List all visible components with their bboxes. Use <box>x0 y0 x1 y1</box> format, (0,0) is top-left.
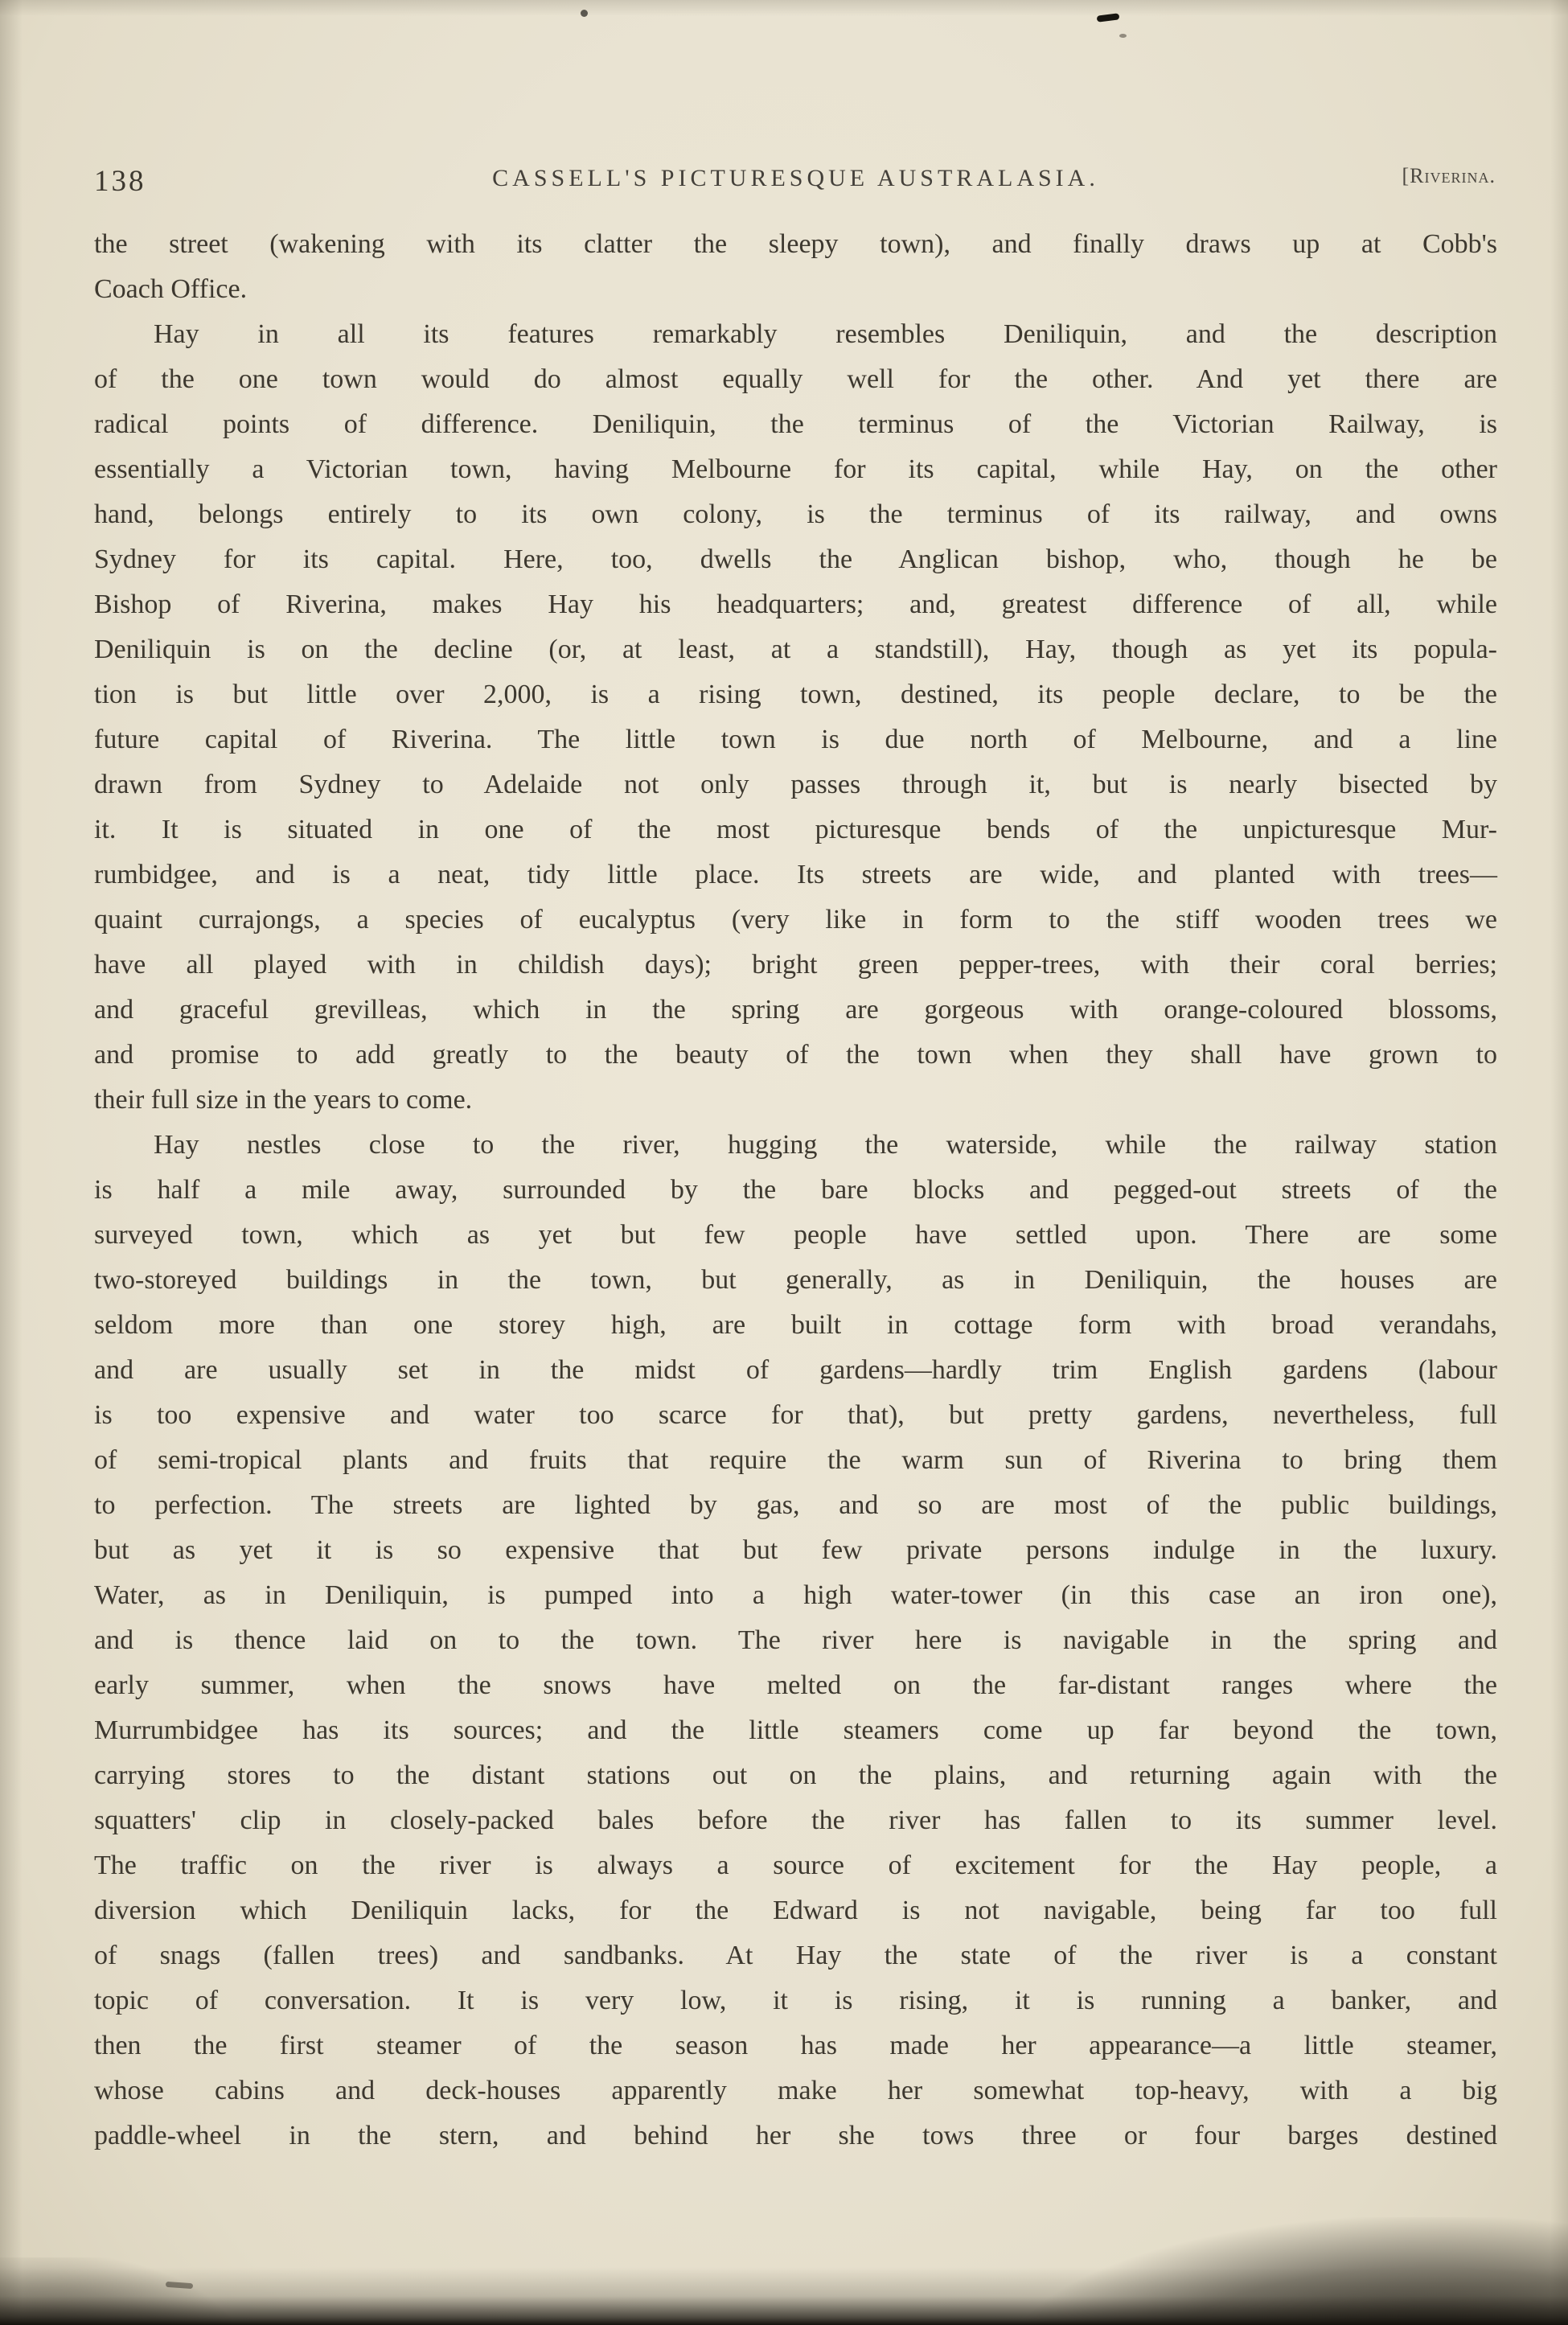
text-line: Hay nestles close to the river, hugging the waterside, while the railway station <box>154 1130 1497 1160</box>
text-line: whose cabins and deck-houses apparently make her somewhat top-heavy, with a big <box>94 2076 1497 2105</box>
text-line: seldom more than one storey high, are built in cottage form with broad verandahs, <box>94 1310 1497 1340</box>
text-line: future capital of Riverina. The little town is due north of Melbourne, and a line <box>94 725 1497 754</box>
scan-speck-artifact <box>1119 34 1127 38</box>
text-block <box>94 222 1497 2159</box>
scan-corner-shadow <box>1013 2217 1568 2325</box>
scan-smudge-artifact <box>166 2282 193 2289</box>
running-title: CASSELL'S PICTURESQUE AUSTRALASIA. <box>492 165 1099 191</box>
text-line: Murrumbidgee has its sources; and the little steamers come up far beyond the town, <box>94 1715 1497 1745</box>
text-line: but as yet it is so expensive that but few private persons indulge in the luxury. <box>94 1535 1497 1565</box>
scan-speck-artifact <box>581 10 588 17</box>
text-line: Deniliquin is on the decline (or, at least, at a standstill), Hay, though as yet its popula- <box>94 635 1497 664</box>
text-line: tion is but little over 2,000, is a rising town, destined, its people declare, to be the <box>94 680 1497 709</box>
text-line: of snags (fallen trees) and sandbanks. At Hay the state of the river is a constant <box>94 1941 1497 1970</box>
scan-edge-shadow <box>1550 0 1568 2325</box>
text-line: and is thence laid on to the town. The river here is navigable in the spring and <box>94 1625 1497 1655</box>
text-line: Bishop of Riverina, makes Hay his headquarters; and, greatest difference of all, while <box>94 589 1497 619</box>
text-line: rumbidgee, and is a neat, tidy little place. Its streets are wide, and planted with trees— <box>94 860 1497 889</box>
scan-bottom-shadow <box>0 2267 1568 2325</box>
text-line: Coach Office. <box>94 274 248 304</box>
text-line: Sydney for its capital. Here, too, dwells the Anglican bishop, who, though he be <box>94 544 1497 574</box>
text-line: The traffic on the river is always a source of excitement for the Hay people, a <box>94 1851 1497 1880</box>
text-line: of the one town would do almost equally well for the other. And yet there are <box>94 364 1497 394</box>
text-line: then the first steamer of the season has made her appearance—a little steamer, <box>94 2031 1497 2060</box>
text-line: two-storeyed buildings in the town, but generally, as in Deniliquin, the houses are <box>94 1265 1497 1295</box>
text-line: quaint currajongs, a species of eucalyptus (very like in form to the stiff wooden trees we <box>94 905 1497 935</box>
scan-edge-shadow <box>0 0 23 2325</box>
text-line: is too expensive and water too scarce for that), but pretty gardens, nevertheless, full <box>94 1400 1497 1430</box>
scan-mark-artifact <box>1097 13 1120 22</box>
text-line: Hay in all its features remarkably resembles Deniliquin, and the description <box>154 319 1497 349</box>
text-line: surveyed town, which as yet but few people have settled upon. There are some <box>94 1220 1497 1250</box>
text-line: and promise to add greatly to the beauty of the town when they shall have grown to <box>94 1040 1497 1070</box>
text-line: and graceful grevilleas, which in the spring are gorgeous with orange-coloured blossoms, <box>94 995 1497 1025</box>
text-line: squatters' clip in closely-packed bales before the river has fallen to its summer level. <box>94 1805 1497 1835</box>
text-line: it. It is situated in one of the most picturesque bends of the unpicturesque Mur- <box>94 815 1497 844</box>
text-line: essentially a Victorian town, having Melbourne for its capital, while Hay, on the other <box>94 454 1497 484</box>
scan-edge-shadow <box>0 0 1568 16</box>
text-line: have all played with in childish days); bright green pepper-trees, with their coral berries; <box>94 950 1497 980</box>
text-line: Water, as in Deniliquin, is pumped into a high water-tower (in this case an iron one), <box>94 1580 1497 1610</box>
text-line: radical points of difference. Deniliquin, the terminus of the Victorian Railway, is <box>94 409 1497 439</box>
text-line: carrying stores to the distant stations out on the plains, and returning again with the <box>94 1760 1497 1790</box>
text-line: the street (wakening with its clatter the sleepy town), and finally draws up at Cobb's <box>94 229 1497 259</box>
page-header <box>94 158 1497 201</box>
text-line: paddle-wheel in the stern, and behind her she tows three or four barges destined <box>94 2121 1497 2150</box>
text-line: topic of conversation. It is very low, it is rising, it is running a banker, and <box>94 1986 1497 2015</box>
text-line: hand, belongs entirely to its own colony, is the terminus of its railway, and owns <box>94 499 1497 529</box>
running-section-label: [Riverina. <box>1402 164 1496 187</box>
scan-corner-shadow <box>0 2257 233 2325</box>
text-line: and are usually set in the midst of gardens—hardly trim English gardens (labour <box>94 1355 1497 1385</box>
text-line: drawn from Sydney to Adelaide not only passes through it, but is nearly bisected by <box>94 770 1497 799</box>
text-line: early summer, when the snows have melted on the far-distant ranges where the <box>94 1670 1497 1700</box>
text-line: to perfection. The streets are lighted by gas, and so are most of the public buildings, <box>94 1490 1497 1520</box>
text-line: is half a mile away, surrounded by the bare blocks and pegged-out streets of the <box>94 1175 1497 1205</box>
page-number: 138 <box>94 165 146 198</box>
text-line: of semi-tropical plants and fruits that require the warm sun of Riverina to bring them <box>94 1445 1497 1475</box>
text-line: their full size in the years to come. <box>94 1085 473 1115</box>
text-line: diversion which Deniliquin lacks, for the Edward is not navigable, being far too full <box>94 1896 1497 1925</box>
